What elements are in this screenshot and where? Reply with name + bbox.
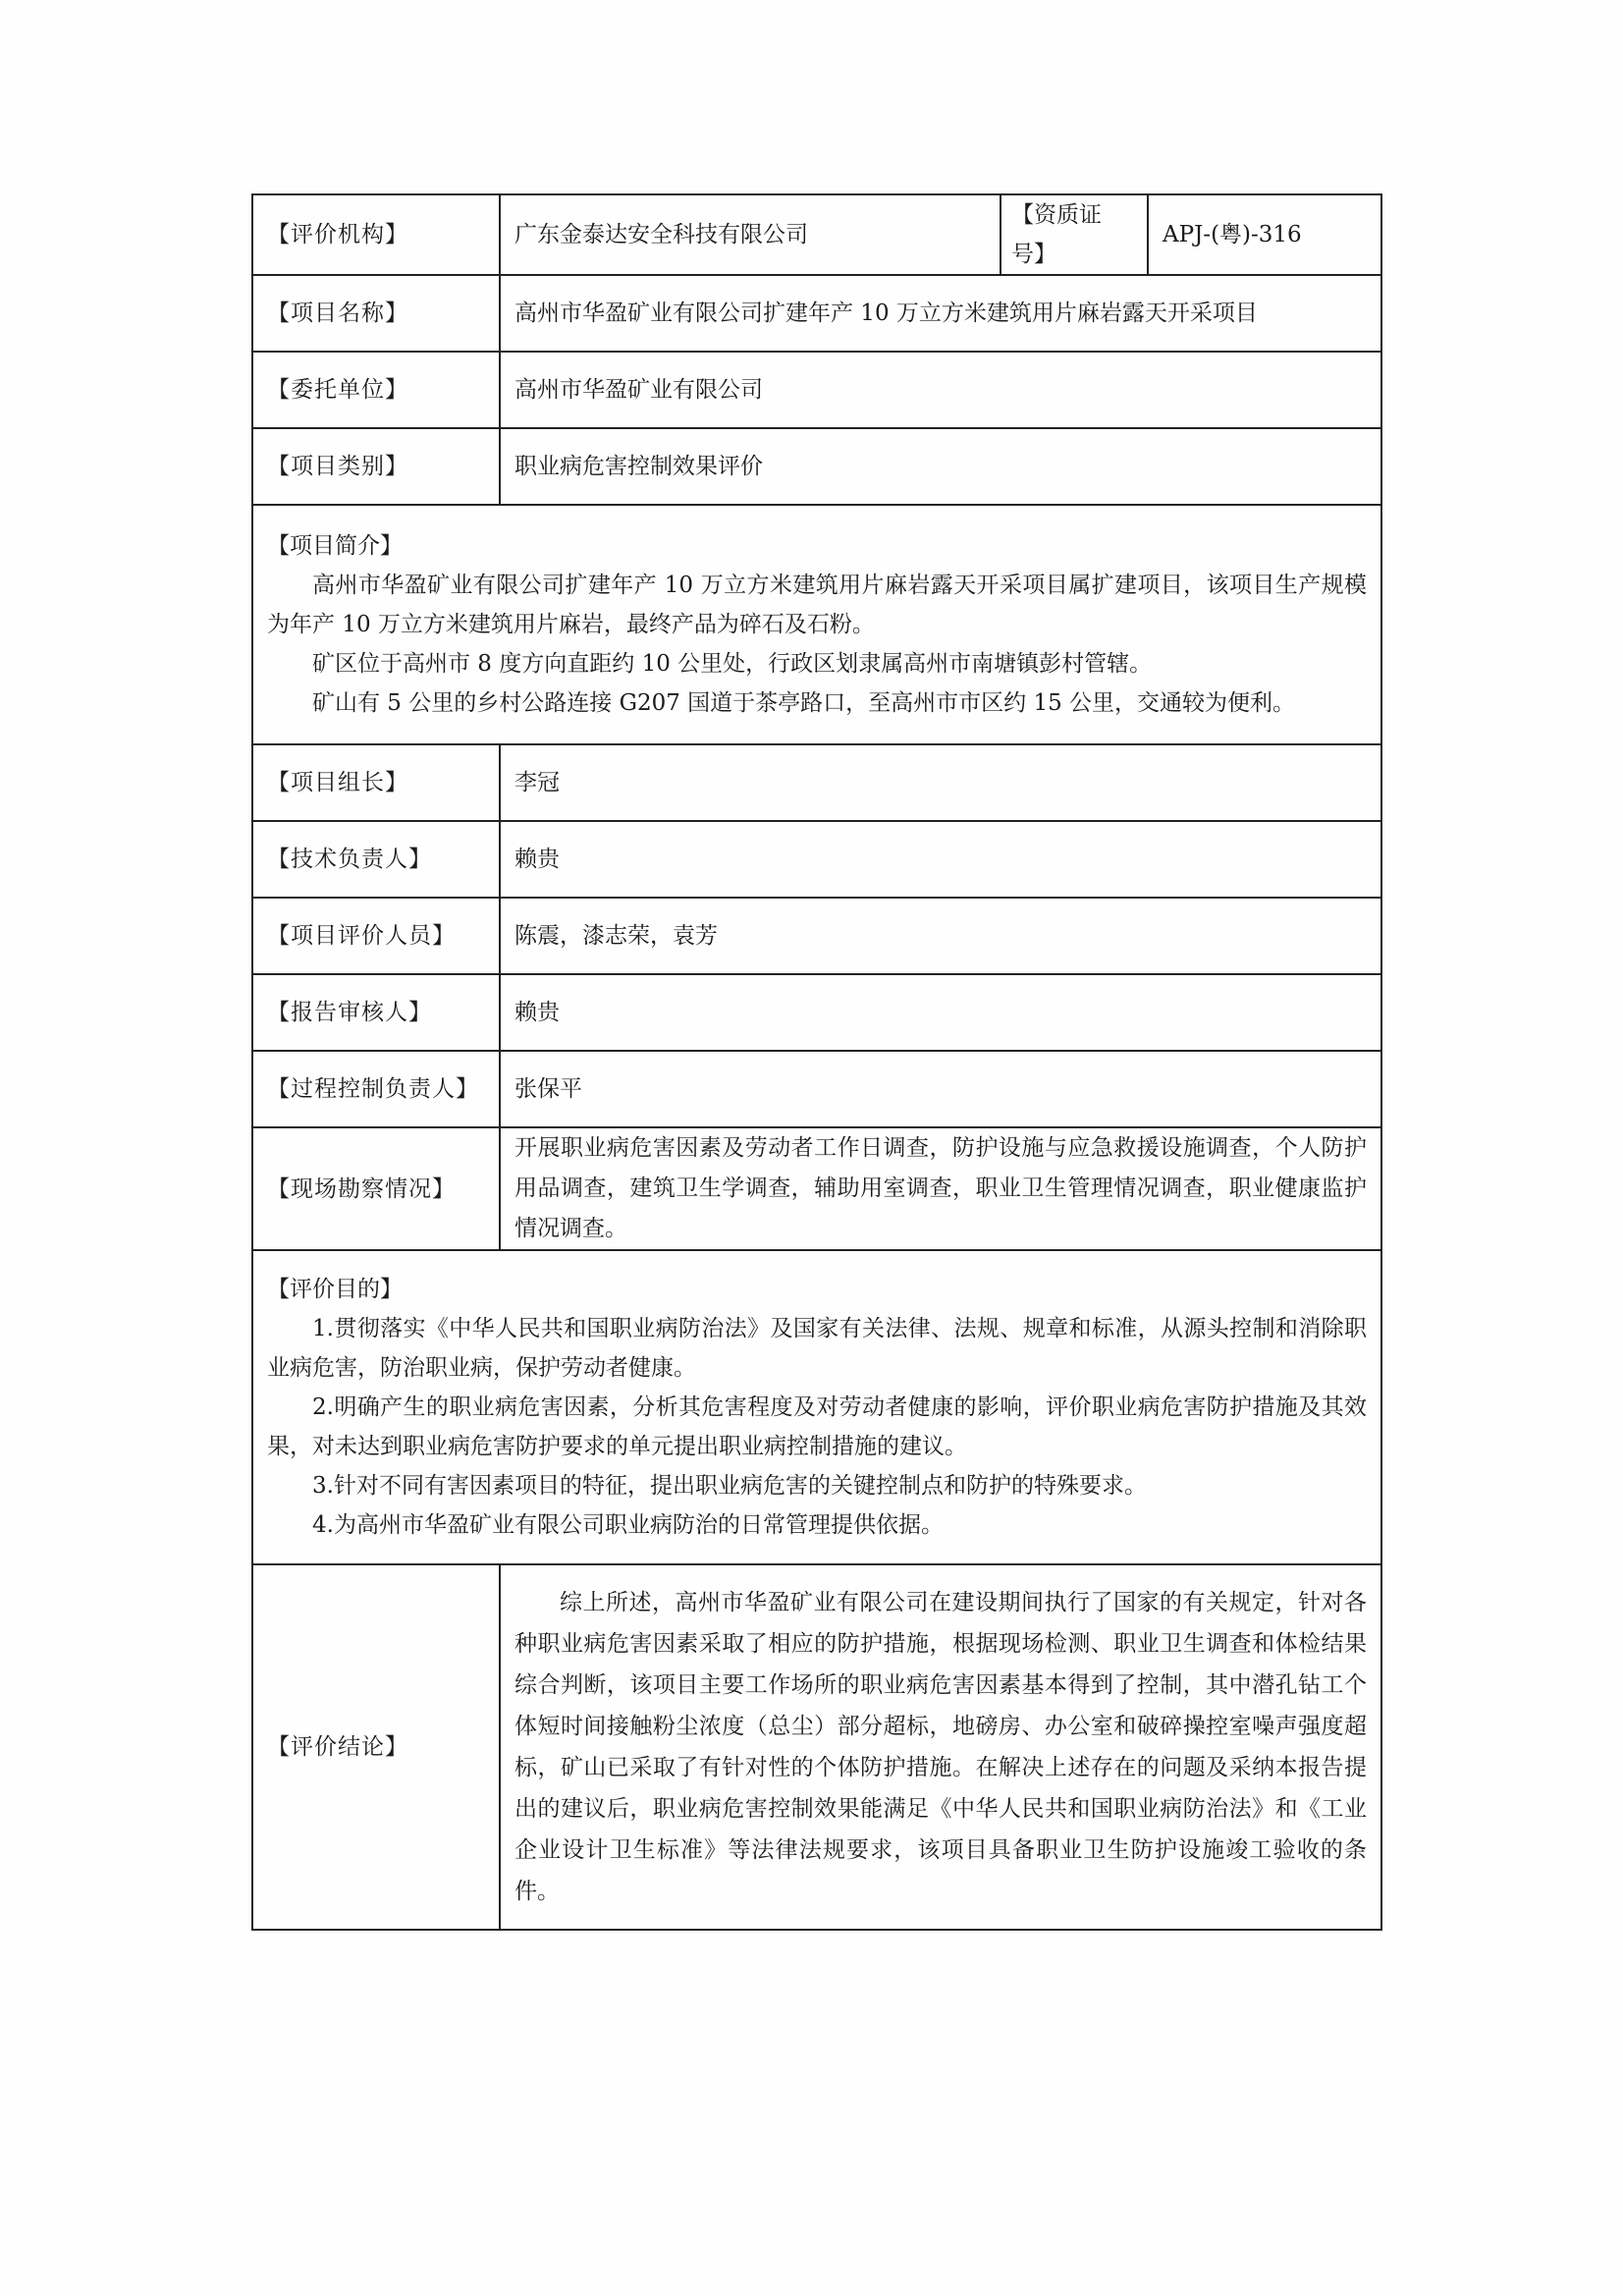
- purpose-title: 【评价目的】: [267, 1277, 403, 1302]
- row-process-control: [252, 1051, 1381, 1127]
- project-name-label: 【项目名称】: [252, 275, 500, 352]
- project-name-value: 高州市华盈矿业有限公司扩建年产 10 万立方米建筑用片麻岩露天开采项目: [500, 275, 1381, 352]
- row-organization: [252, 194, 1381, 275]
- purpose-item: 3.针对不同有害因素项目的特征，提出职业病危害的关键控制点和防护的特殊要求。: [312, 1473, 1147, 1499]
- purpose-item: 2.明确产生的职业病危害因素，分析其危害程度及对劳动者健康的影响，评价职业病危害防护措施及其效果，对未达到职业病危害防护要求的单元提出职业病控制措施的建议。: [267, 1394, 1367, 1459]
- org-value: 广东金泰达安全科技有限公司: [500, 194, 1001, 275]
- tech-label: 【技术负责人】: [252, 821, 500, 898]
- row-site-survey: [252, 1127, 1381, 1250]
- evaluation-form-table: [251, 193, 1382, 1931]
- survey-value: 开展职业病危害因素及劳动者工作日调查，防护设施与应急救援设施调查，个人防护用品调查，建筑卫生学调查，辅助用室调查，职业卫生管理情况调查，职业健康监护情况调查。: [500, 1127, 1381, 1250]
- survey-label: 【现场勘察情况】: [252, 1127, 500, 1250]
- evaluators-label: 【项目评价人员】: [252, 898, 500, 974]
- reviewer-label: 【报告审核人】: [252, 974, 500, 1051]
- category-label: 【项目类别】: [252, 428, 500, 505]
- summary-title: 【项目简介】: [267, 533, 403, 559]
- summary-paragraph: 高州市华盈矿业有限公司扩建年产 10 万立方米建筑用片麻岩露天开采项目属扩建项目，该项目生产规模为年产 10 万立方米建筑用片麻岩，最终产品为碎石及石粉。: [267, 573, 1367, 637]
- row-evaluators: [252, 898, 1381, 974]
- row-leader: [252, 744, 1381, 821]
- purpose-item: 1.贯彻落实《中华人民共和国职业病防治法》及国家有关法律、法规、规章和标准，从源头控制和消除职业病危害，防治职业病，保护劳动者健康。: [267, 1316, 1367, 1381]
- summary-paragraph: 矿区位于高州市 8 度方向直距约 10 公里处，行政区划隶属高州市南塘镇彭村管辖。: [312, 651, 1153, 677]
- conclusion-text: 综上所述，高州市华盈矿业有限公司在建设期间执行了国家的有关规定，针对各种职业病危害因素采取了相应的防护措施，根据现场检测、职业卫生调查和体检结果综合判断，该项目主要工作场所的职业病危害因素基本得到了控制，其中潜孔钻工个体短时间接触粉尘浓度（总尘）部分超标，地磅房、办公室和破碎操控室噪声强度超标，矿山已采取了有针对性的个体防护措施。在解决上述存在的问题及采纳本报告提出的建议后，职业病危害控制效果能满足《中华人民共和国职业病防治法》和《工业企业设计卫生标准》等法律法规要求，该项目具备职业卫生防护设施竣工验收的条件。: [500, 1564, 1381, 1930]
- category-value: 职业病危害控制效果评价: [500, 428, 1381, 505]
- evaluators-value: 陈震，漆志荣，袁芳: [500, 898, 1381, 974]
- row-summary: [252, 505, 1381, 744]
- cert-value: APJ-(粤)-316: [1148, 194, 1381, 275]
- client-value: 高州市华盈矿业有限公司: [500, 352, 1381, 428]
- tech-value: 赖贵: [500, 821, 1381, 898]
- row-project-name: [252, 275, 1381, 352]
- row-tech-lead: [252, 821, 1381, 898]
- leader-label: 【项目组长】: [252, 744, 500, 821]
- reviewer-value: 赖贵: [500, 974, 1381, 1051]
- conclusion-label: 【评价结论】: [252, 1564, 500, 1930]
- summary-block: [252, 505, 1381, 744]
- org-label: 【评价机构】: [252, 194, 500, 275]
- cert-label: 【资质证号】: [1001, 194, 1148, 275]
- row-purpose: [252, 1250, 1381, 1564]
- row-conclusion: [252, 1564, 1381, 1930]
- process-value: 张保平: [500, 1051, 1381, 1127]
- purpose-block: [252, 1250, 1381, 1564]
- row-client: [252, 352, 1381, 428]
- row-reviewer: [252, 974, 1381, 1051]
- client-label: 【委托单位】: [252, 352, 500, 428]
- process-label: 【过程控制负责人】: [252, 1051, 500, 1127]
- leader-value: 李冠: [500, 744, 1381, 821]
- purpose-item: 4.为高州市华盈矿业有限公司职业病防治的日常管理提供依据。: [312, 1512, 944, 1538]
- summary-paragraph: 矿山有 5 公里的乡村公路连接 G207 国道于茶亭路口，至高州市市区约 15 公里，交通较为便利。: [312, 690, 1296, 716]
- row-category: [252, 428, 1381, 505]
